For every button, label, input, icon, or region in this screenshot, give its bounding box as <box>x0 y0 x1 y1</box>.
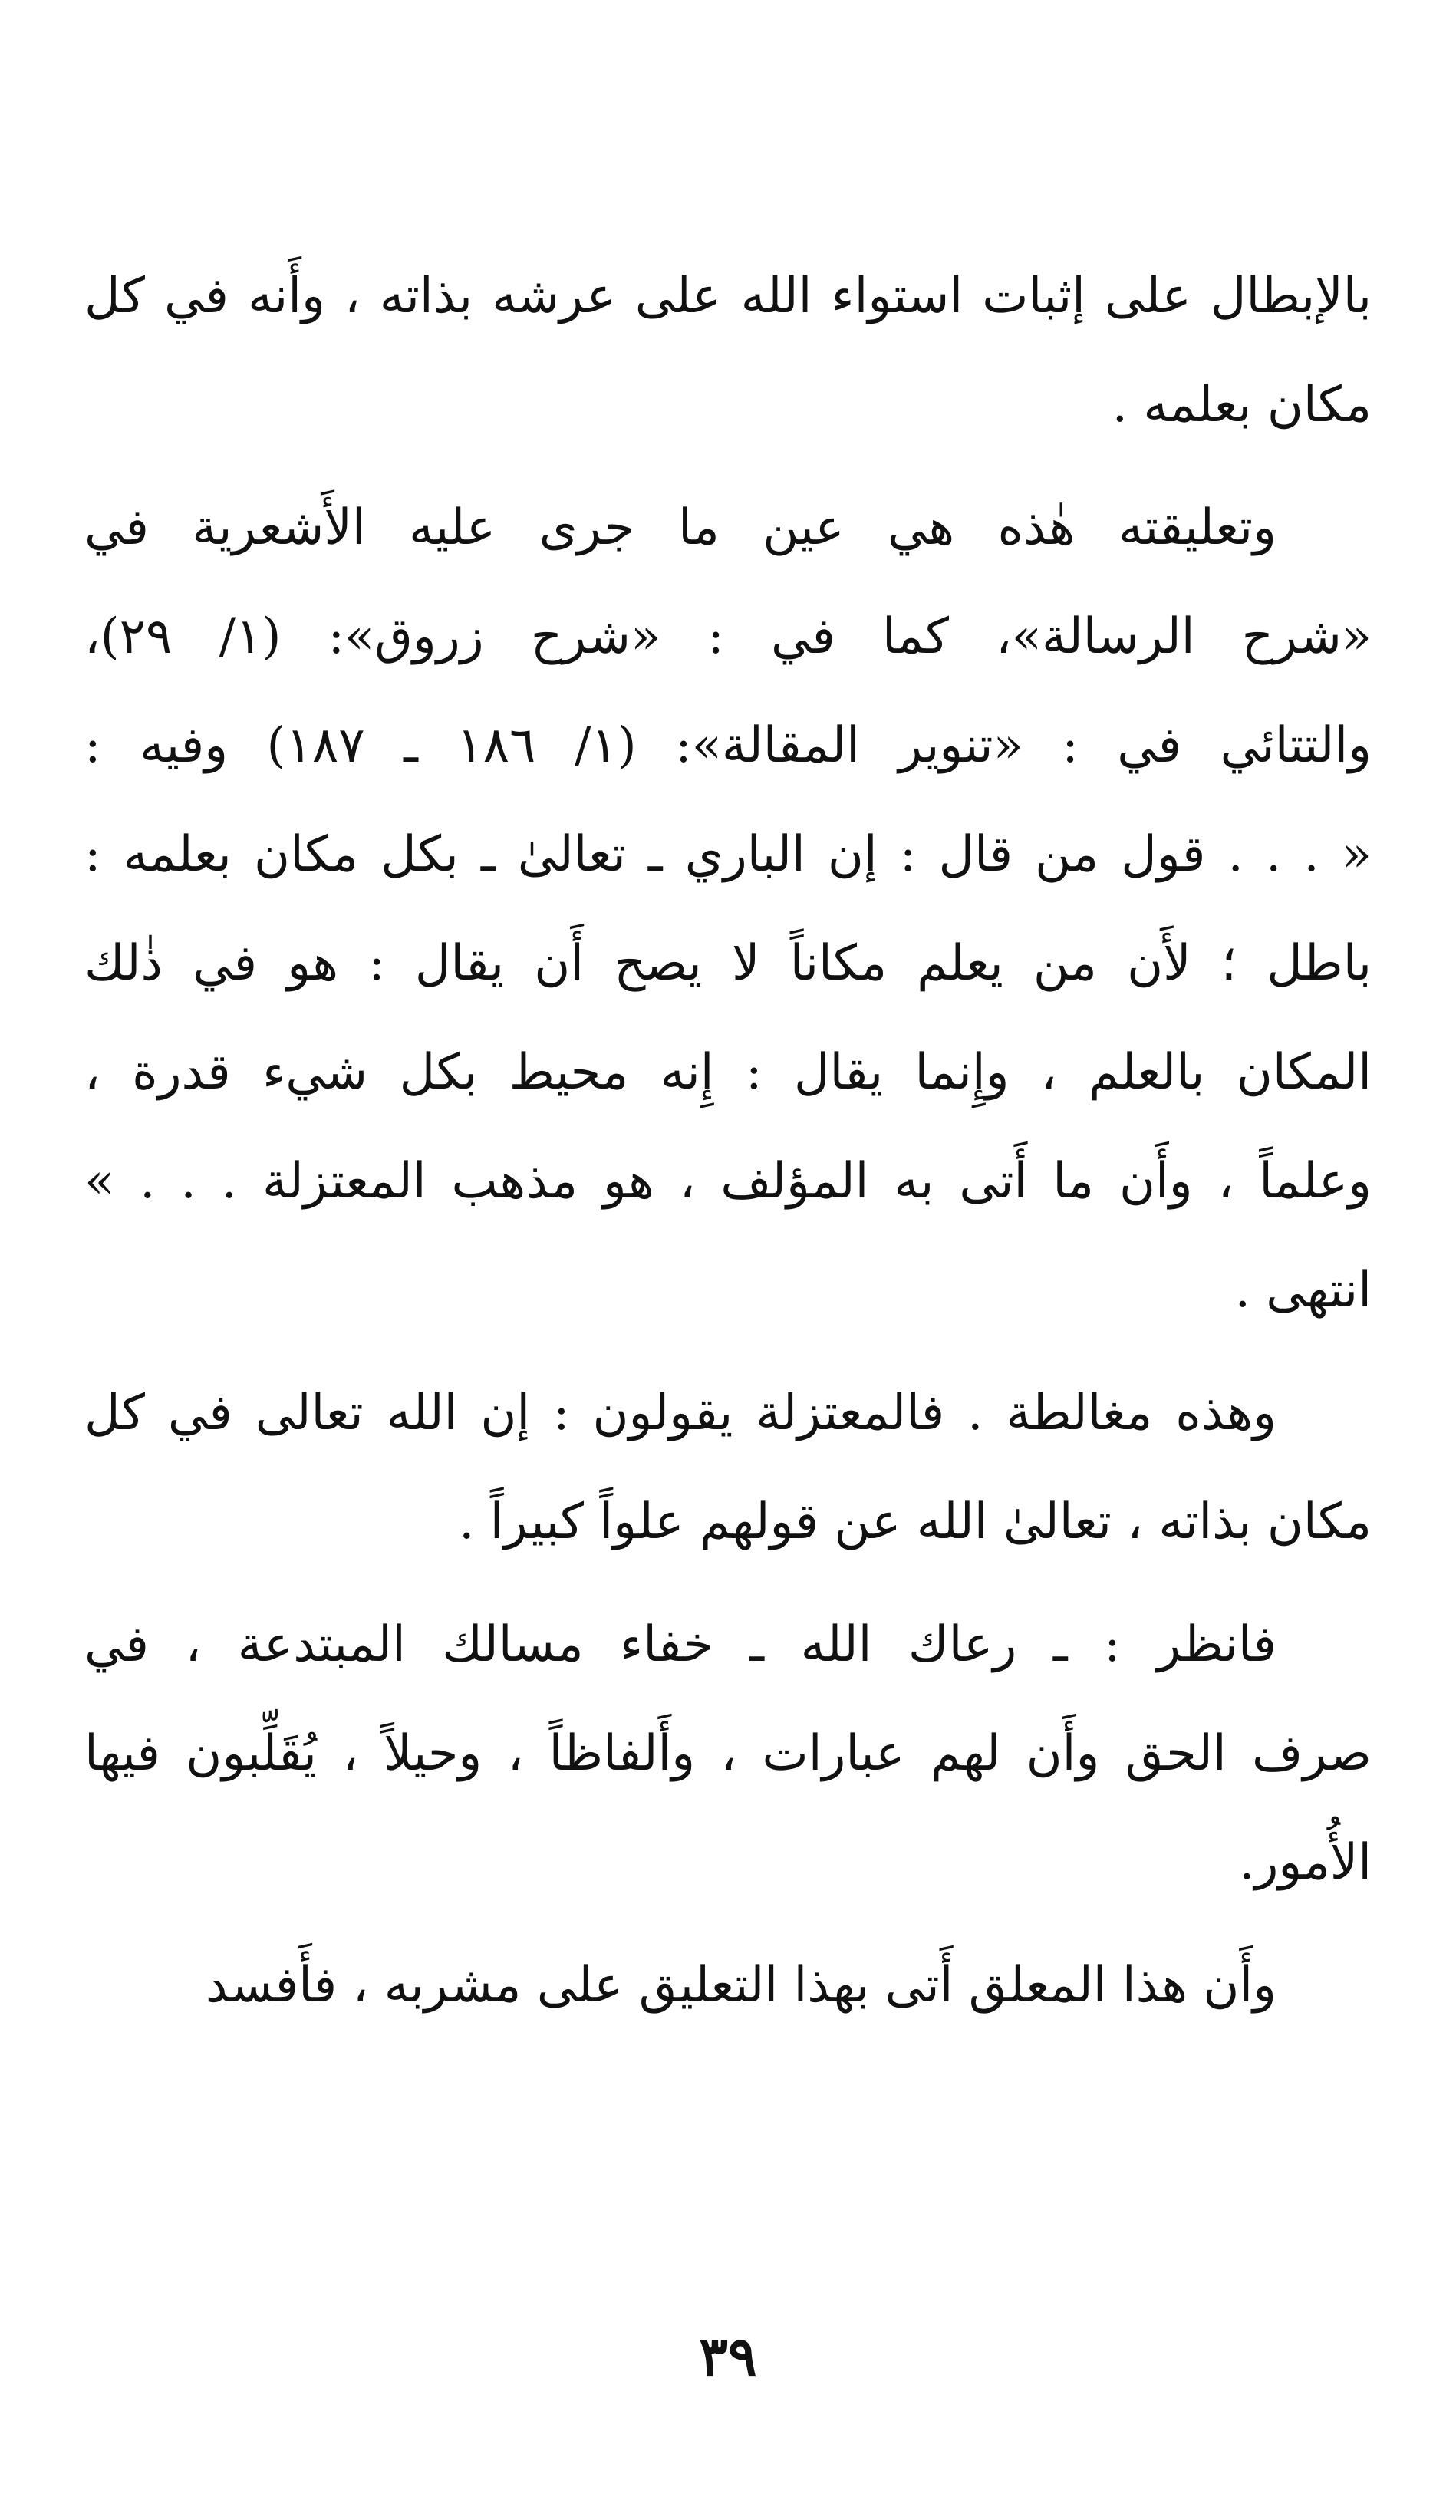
text-line: الأُمور. <box>1239 1834 1372 1891</box>
paragraph-5 <box>84 1931 1372 2040</box>
text-line: المكان بالعلم ، وإِنما يقال : إِنه محيط بكل شيء قدرة ، <box>84 1044 1372 1101</box>
body-text <box>84 242 1372 2054</box>
paragraph-3 <box>84 1359 1372 1576</box>
text-line: مكان بذاته ، تعالىٰ الله عن قولهم علواً كبيراً . <box>459 1494 1372 1550</box>
text-line: باطل ؛ لأَن من يعلم مكاناً لا يصح أَن يقال : هو في ذٰلك <box>84 935 1372 992</box>
paragraph-2 <box>84 473 1372 1345</box>
text-line: انتهى . <box>1234 1262 1372 1319</box>
text-line: والتتائي في : «تنوير المقالة»: (١/ ١٨٦ ـ ١٨٧) وفيه : <box>84 717 1372 774</box>
text-line: «شرح الرسالة»، كما في : «شرح زروق»: (١/ ٢٩)، <box>84 608 1372 665</box>
paragraph-4 <box>84 1590 1372 1917</box>
text-line: « . . . قول من قال : إن الباري ـ تعالىٰ ـ بكل مكان بعلمه : <box>84 826 1372 883</box>
page-number: ٣٩ <box>699 2324 757 2388</box>
text-line: فانظر : ـ رعاك الله ـ خفاء مسالك المبتدعة ، في <box>84 1616 1276 1673</box>
text-line: وتعليقته هٰذه هي عين ما جرى عليه الأَشعرية في <box>84 499 1276 556</box>
text-line: وعلماً ، وأَن ما أَتى به المؤلف ، هو مذهب المعتزلة . . . » <box>84 1153 1372 1210</box>
text-line: وهذه مغالطة . فالمعتزلة يقولون : إن الله تعالى في كل <box>84 1385 1276 1441</box>
paragraph-1 <box>84 242 1372 460</box>
text-line: وأَن هذا المعلق أَتى بهذا التعليق على مشربه ، فأَفسد <box>205 1957 1276 2014</box>
text-line: صرف الحق وأَن لهم عبارات ، وأَلفاظاً ، وحيلاً ، يُقَلِّبون فيها <box>84 1725 1372 1782</box>
text-line: مكان بعلمه . <box>1112 377 1372 433</box>
text-line: بالإبطال على إثبات استواء الله على عرشه بذاته ، وأَنه في كل <box>84 268 1372 324</box>
